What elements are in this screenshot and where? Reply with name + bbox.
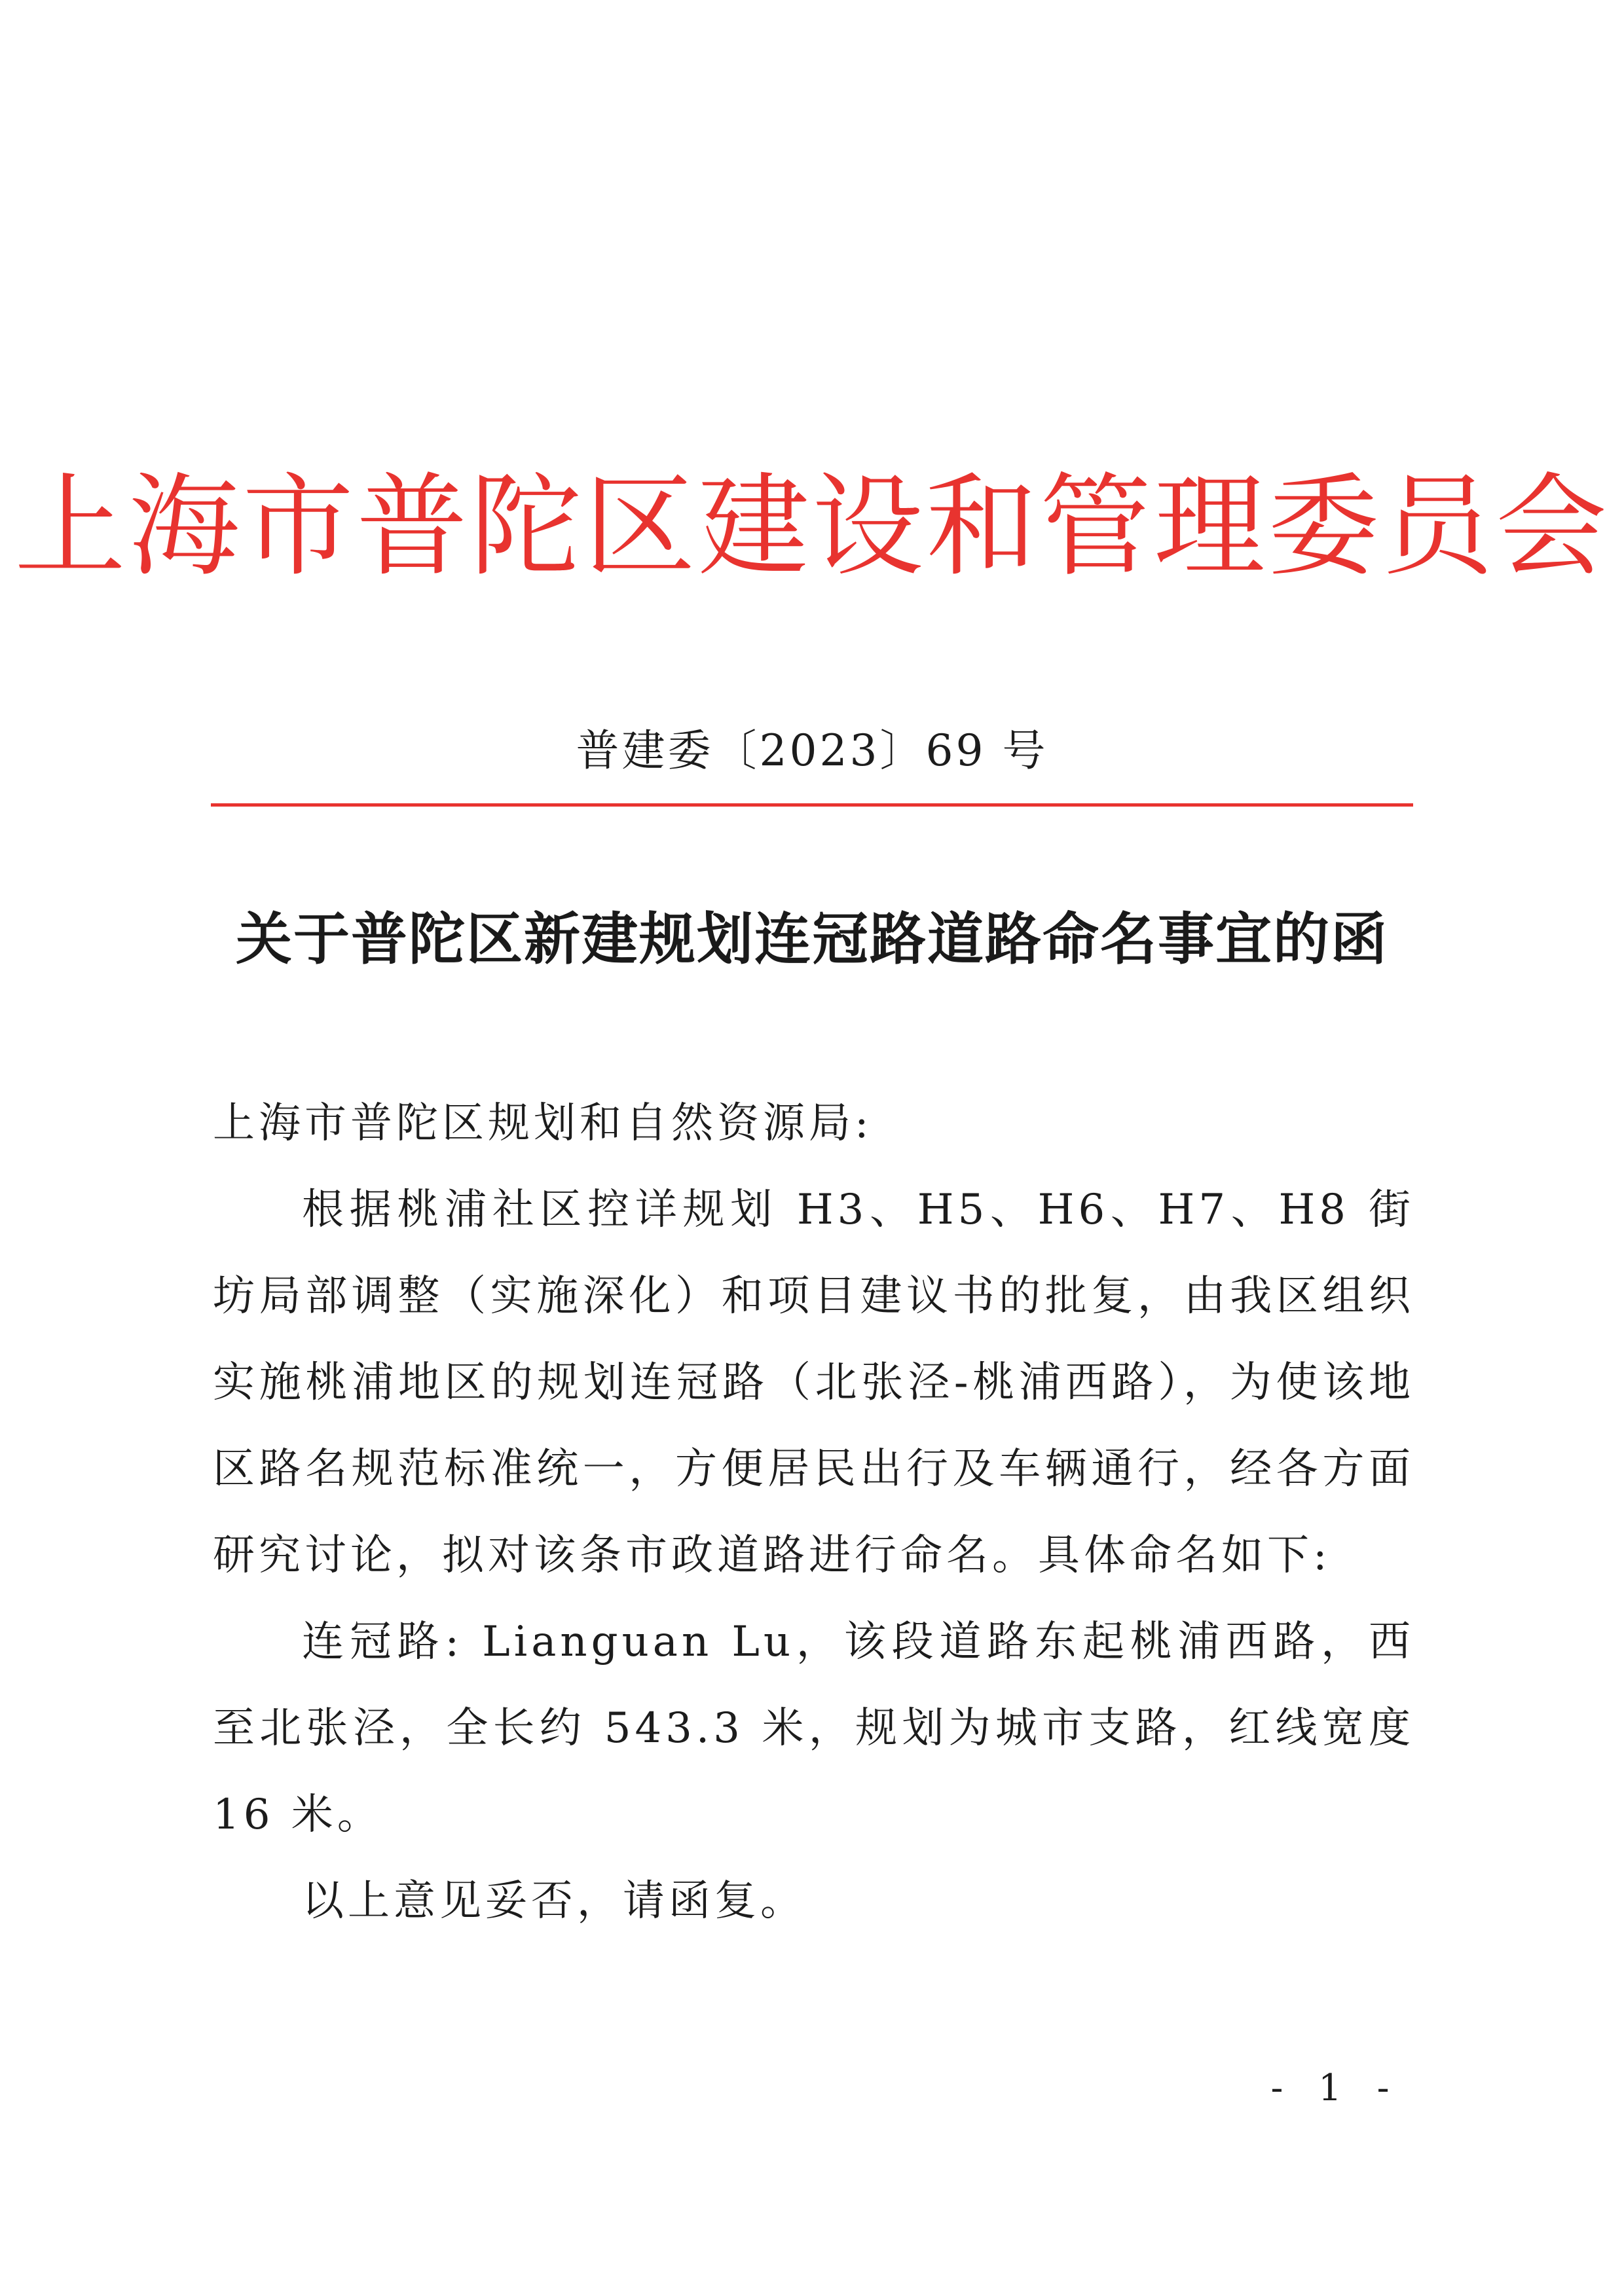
red-divider-line — [211, 803, 1413, 807]
document-title: 关于普陀区新建规划连冠路道路命名事宜的函 — [236, 906, 1388, 972]
body-paragraph-3: 以上意见妥否，请函复。 — [302, 1877, 806, 1925]
page-number: - 1 - — [1270, 2067, 1401, 2109]
document-number: 普建委〔2023〕69 号 — [576, 725, 1048, 776]
body-paragraph-1: 根据桃浦社区控详规划 H3、H5、H6、H7、H8 街坊局部调整（实施深化）和项目建议书的批复，由我区组织实施桃浦地区的规划连冠路（北张泾-桃浦西路），为使该地区路名规范标准统一，方便居民出行及车辆通行，经各方面研究讨论，拟对该条市政道路进行命名。具体命名如下: — [213, 1186, 1414, 1580]
recipient-line: 上海市普陀区规划和自然资源局: — [213, 1099, 873, 1148]
organization-header: 上海市普陀区建设和管理委员会 — [14, 462, 1610, 592]
letter-body — [213, 1080, 1414, 1944]
body-paragraph-2: 连冠路: Lianguan Lu，该段道路东起桃浦西路，西至北张泾，全长约 543.3 米，规划为城市支路，红线宽度 16 米。 — [213, 1618, 1414, 1839]
